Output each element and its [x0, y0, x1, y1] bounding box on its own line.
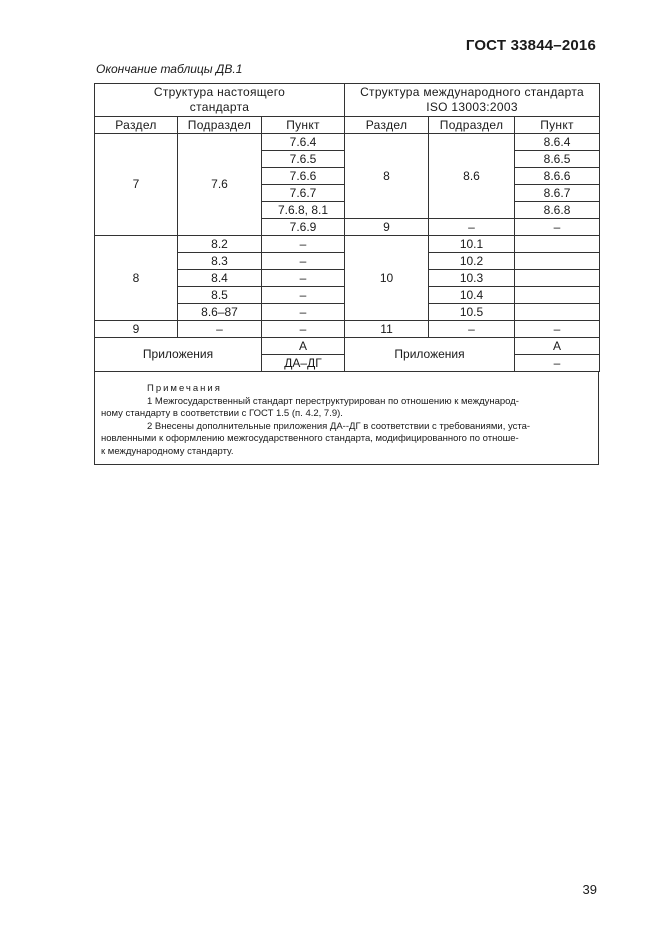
table-cell: 8.3: [178, 253, 262, 270]
note-2-line-3: к международному стандарту.: [101, 445, 234, 457]
comparison-table-wrapper: [94, 83, 599, 465]
table-cell: –: [262, 236, 345, 253]
col-header-point: Пункт: [262, 117, 345, 134]
note-1-line-2: ному стандарту в соответствии с ГОСТ 1.5 (п. 4.2, 7.9).: [101, 408, 343, 419]
table-cell: 10: [345, 236, 429, 321]
notes-title: Примечания: [147, 383, 222, 394]
table-cell: 8.5: [178, 287, 262, 304]
table-cell: 8.6.7: [515, 185, 600, 202]
table-cell: –: [429, 219, 515, 236]
appendix-label-international: Приложения: [345, 338, 515, 372]
table-cell-empty: [515, 287, 600, 304]
table-cell: 7: [95, 134, 178, 236]
group-header-current-line1: Структура настоящего: [153, 85, 286, 99]
appendix-label-current: Приложения: [95, 338, 262, 372]
table-cell: 10.2: [429, 253, 515, 270]
table-cell: 8.6.6: [515, 168, 600, 185]
table-caption: Окончание таблицы ДВ.1: [96, 62, 243, 76]
table-cell: –: [262, 270, 345, 287]
table-cell: –: [515, 321, 600, 338]
table-cell: 7.6.6: [262, 168, 345, 185]
table-cell: 8.6–87: [178, 304, 262, 321]
table-cell: 7.6.4: [262, 134, 345, 151]
page-number: 39: [582, 882, 597, 897]
table-cell: –: [262, 304, 345, 321]
table-cell: –: [262, 321, 345, 338]
group-header-international: [345, 84, 600, 117]
table-cell: ДА–ДГ: [262, 355, 345, 372]
group-header-current-line2: стандарта: [189, 100, 250, 114]
table-cell: 8: [345, 134, 429, 219]
table-cell: 10.5: [429, 304, 515, 321]
col-header-subsection: Подраздел: [429, 117, 515, 134]
table-cell: 10.1: [429, 236, 515, 253]
table-cell: А: [262, 338, 345, 355]
table-cell: 7.6: [178, 134, 262, 236]
table-cell: 8.2: [178, 236, 262, 253]
table-cell: 7.6.9: [262, 219, 345, 236]
col-header-section: Раздел: [345, 117, 429, 134]
group-header-international-line2: ISO 13003:2003: [426, 100, 518, 114]
table-cell: 7.6.7: [262, 185, 345, 202]
col-header-section: Раздел: [95, 117, 178, 134]
note-2-line-1: 2 Внесены дополнительные приложения ДА--ДГ в соответствии с требованиями, уста-: [147, 420, 531, 432]
table-cell: 8.6.5: [515, 151, 600, 168]
table-cell: 9: [95, 321, 178, 338]
table-cell: –: [515, 219, 600, 236]
table-cell: 8.4: [178, 270, 262, 287]
table-cell: 8: [95, 236, 178, 321]
document-code: ГОСТ 33844–2016: [465, 37, 596, 54]
note-2-line-2: новленными к оформлению межгосударственного стандарта, модифицированного по отноше-: [101, 433, 519, 444]
table-cell: –: [262, 253, 345, 270]
table-cell-empty: [515, 236, 600, 253]
group-header-current: [95, 84, 345, 117]
table-cell-empty: [515, 253, 600, 270]
table-cell-empty: [515, 270, 600, 287]
table-cell: 8.6: [429, 134, 515, 219]
table-cell: –: [429, 321, 515, 338]
table-cell: 11: [345, 321, 429, 338]
table-cell: А: [515, 338, 600, 355]
table-cell: 7.6.5: [262, 151, 345, 168]
table-cell: 7.6.8, 8.1: [262, 202, 345, 219]
note-1-line-1: 1 Межгосударственный стандарт переструктурирован по отношению к международ-: [147, 395, 519, 407]
col-header-point: Пункт: [515, 117, 600, 134]
structure-comparison-table: [94, 83, 600, 372]
table-cell: 8.6.4: [515, 134, 600, 151]
table-cell: 8.6.8: [515, 202, 600, 219]
table-cell: 9: [345, 219, 429, 236]
table-cell: 10.4: [429, 287, 515, 304]
table-cell-empty: [515, 304, 600, 321]
table-cell: –: [515, 355, 600, 372]
col-header-subsection: Подраздел: [178, 117, 262, 134]
group-header-international-line1: Структура международного стандарта: [360, 85, 584, 99]
table-cell: –: [178, 321, 262, 338]
table-cell: –: [262, 287, 345, 304]
table-cell: 10.3: [429, 270, 515, 287]
notes-block: [94, 372, 599, 465]
